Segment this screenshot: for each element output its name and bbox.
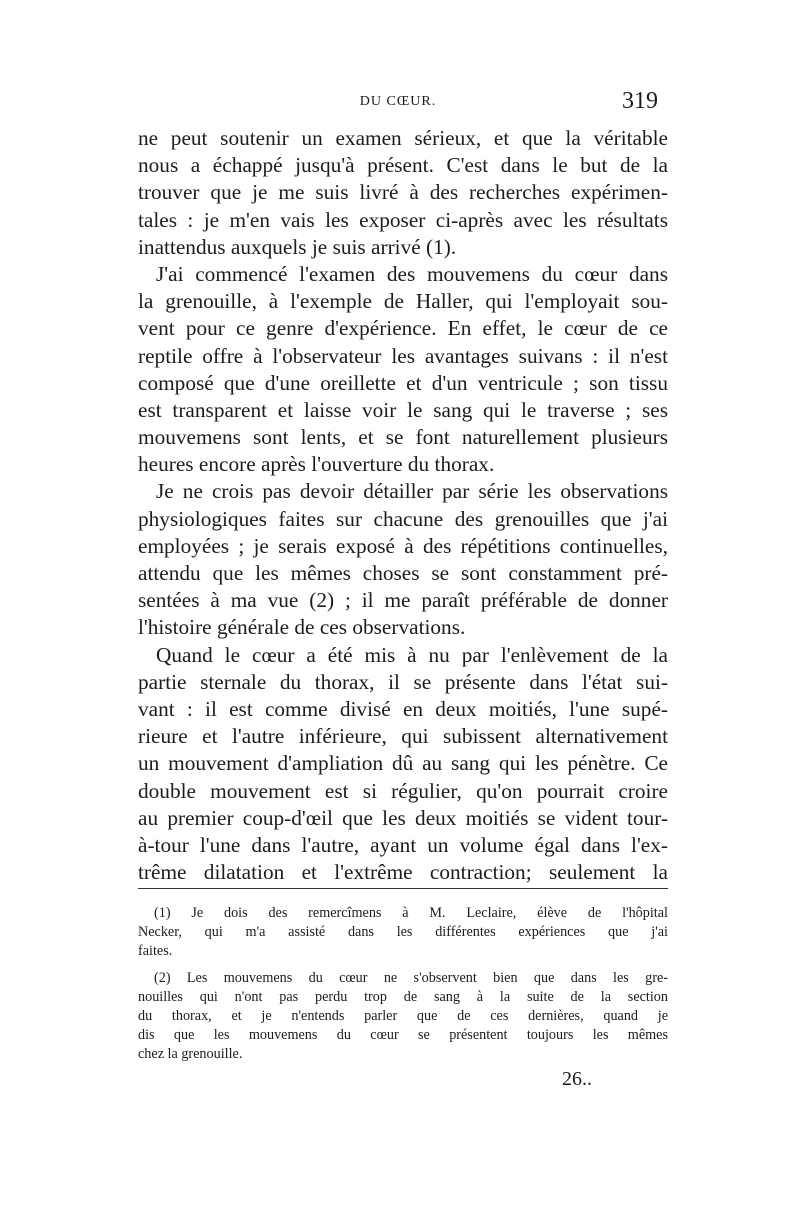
text-line: la grenouille, à l'exemple de Haller, qui l'employait sou- xyxy=(138,289,668,314)
text-line: reptile offre à l'observateur les avantages suivans : il n'est xyxy=(138,343,668,368)
page-number: 319 xyxy=(622,88,658,114)
text-line: tales : je m'en vais les exposer ci-après avec les résultats xyxy=(138,207,668,232)
text-line: un mouvement d'ampliation dû au sang qui les pénètre. Ce xyxy=(138,751,668,776)
text-line: vent pour ce genre d'expérience. En effet, le cœur de ce xyxy=(138,316,668,341)
footnote-line: (2) Les mouvemens du cœur ne s'observent bien que dans les gre- xyxy=(154,970,668,986)
text-line: J'ai commencé l'examen des mouvemens du cœur dans xyxy=(156,261,668,286)
footnote-line: du thorax, et je n'entends parler que de ces dernières, quand je xyxy=(138,1008,668,1024)
text-line: Quand le cœur a été mis à nu par l'enlèvement de la xyxy=(156,642,668,667)
text-line: inattendus auxquels je suis arrivé (1). xyxy=(138,234,457,259)
text-line: composé que d'une oreillette et d'un ventricule ; son tissu xyxy=(138,370,668,395)
text-line: l'histoire générale de ces observations. xyxy=(138,615,466,640)
text-line: au premier coup-d'œil que les deux moitiés se vident tour- xyxy=(138,805,668,830)
text-line: ne peut soutenir un examen sérieux, et que la véritable xyxy=(138,126,668,150)
text-line: attendu que les mêmes choses se sont constamment pré- xyxy=(138,561,668,585)
footnote-line: dis que les mouvemens du cœur se présentent toujours les mêmes xyxy=(138,1027,668,1043)
footnote-line: chez la grenouille. xyxy=(138,1046,243,1062)
running-head xyxy=(138,88,658,122)
footnote-line: nouilles qui n'ont pas perdu trop de sang à la suite de la section xyxy=(138,989,668,1005)
text-line: Je ne crois pas devoir détailler par série les observations xyxy=(156,479,668,504)
text-line: mouvemens sont lents, et se font naturellement plusieurs xyxy=(138,425,668,450)
text-line: à-tour l'une dans l'autre, ayant un volume égal dans l'ex- xyxy=(138,832,668,857)
text-line: employées ; je serais exposé à des répétitions continuelles, xyxy=(138,533,668,558)
running-title: DU CŒUR. xyxy=(359,94,437,109)
text-line: partie sternale du thorax, il se présente dans l'état sui- xyxy=(138,669,668,694)
text-line: trême dilatation et l'extrême contraction; seulement la xyxy=(138,860,668,885)
footnote-2 xyxy=(138,969,668,1064)
footnote-divider xyxy=(138,888,668,889)
text-line: trouver que je me suis livré à des recherches expérimen- xyxy=(138,180,668,205)
footnotes xyxy=(138,904,668,1064)
text-line: double mouvement est si régulier, qu'on pourrait croire xyxy=(138,778,668,803)
text-line: rieure et l'autre inférieure, qui subissent alternativement xyxy=(138,724,668,749)
footnote-line: (1) Je dois des remercîmens à M. Leclaire, élève de l'hôpital xyxy=(154,905,668,921)
signature-mark: 26.. xyxy=(562,1068,592,1090)
text-line: sentées à ma vue (2) ; il me paraît préférable de donner xyxy=(138,588,668,613)
footnote-gap xyxy=(138,961,668,969)
footnote-line: Necker, qui m'a assisté dans les différentes expériences que j'ai xyxy=(138,924,668,940)
text-line: heures encore après l'ouverture du thorax. xyxy=(138,452,495,477)
footnote-line: faites. xyxy=(138,943,173,959)
text-line: vant : il est comme divisé en deux moitiés, l'une supé- xyxy=(138,696,668,721)
text-line: nous a échappé jusqu'à présent. C'est dans le but de la xyxy=(138,153,668,178)
footnote-1 xyxy=(138,904,668,961)
text-line: est transparent et laisse voir le sang qui le traverse ; ses xyxy=(138,397,668,422)
text-line: physiologiques faites sur chacune des grenouilles que j'ai xyxy=(138,506,668,531)
body-text xyxy=(138,125,668,886)
